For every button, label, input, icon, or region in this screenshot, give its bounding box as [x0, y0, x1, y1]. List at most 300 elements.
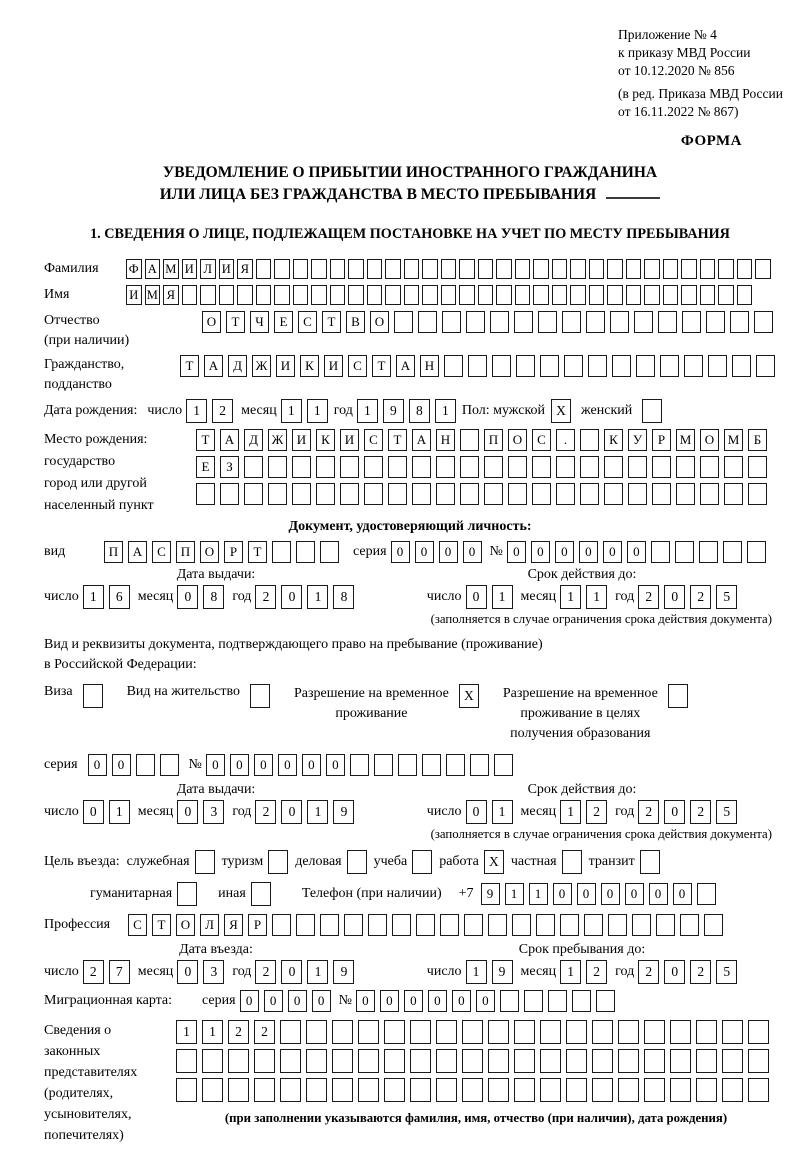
char-box[interactable]: 1: [307, 399, 328, 423]
char-box[interactable]: 8: [203, 585, 224, 609]
char-box[interactable]: Я: [163, 285, 179, 305]
char-box[interactable]: О: [200, 541, 219, 563]
char-box[interactable]: [344, 914, 363, 936]
char-box[interactable]: [274, 285, 290, 305]
char-box[interactable]: [280, 1020, 301, 1044]
char-box[interactable]: [385, 285, 401, 305]
char-box[interactable]: [316, 456, 335, 478]
char-box[interactable]: 0: [673, 883, 692, 905]
char-box[interactable]: [748, 1020, 769, 1044]
char-box[interactable]: [436, 483, 455, 505]
char-box[interactable]: [681, 259, 697, 279]
char-box[interactable]: 1: [492, 585, 513, 609]
char-box[interactable]: [364, 483, 383, 505]
char-box[interactable]: Д: [228, 355, 247, 377]
char-box[interactable]: [459, 259, 475, 279]
char-box[interactable]: Т: [180, 355, 199, 377]
char-box[interactable]: [548, 990, 567, 1012]
char-box[interactable]: К: [604, 429, 623, 451]
char-box[interactable]: [640, 850, 660, 874]
char-box[interactable]: 0: [439, 541, 458, 563]
char-box[interactable]: [330, 285, 346, 305]
char-box[interactable]: [684, 355, 703, 377]
char-box[interactable]: [441, 259, 457, 279]
char-box[interactable]: [514, 1049, 535, 1073]
char-box[interactable]: [468, 355, 487, 377]
char-box[interactable]: [311, 259, 327, 279]
char-box[interactable]: 0: [278, 754, 297, 776]
char-box[interactable]: [607, 259, 623, 279]
char-box[interactable]: [388, 456, 407, 478]
char-box[interactable]: [644, 1020, 665, 1044]
char-box[interactable]: Т: [248, 541, 267, 563]
char-box[interactable]: [514, 311, 533, 333]
char-box[interactable]: 1: [109, 800, 130, 824]
char-box[interactable]: 2: [638, 800, 659, 824]
char-box[interactable]: 1: [529, 883, 548, 905]
char-box[interactable]: [566, 1078, 587, 1102]
char-box[interactable]: 0: [230, 754, 249, 776]
char-box[interactable]: [514, 1078, 535, 1102]
char-box[interactable]: [412, 483, 431, 505]
char-box[interactable]: [219, 285, 235, 305]
char-box[interactable]: [268, 483, 287, 505]
char-box[interactable]: У: [628, 429, 647, 451]
char-box[interactable]: Ф: [126, 259, 142, 279]
char-box[interactable]: 9: [383, 399, 404, 423]
char-box[interactable]: Р: [224, 541, 243, 563]
char-box[interactable]: А: [412, 429, 431, 451]
char-box[interactable]: 2: [255, 960, 276, 984]
char-box[interactable]: 0: [288, 990, 307, 1012]
char-box[interactable]: 8: [409, 399, 430, 423]
char-box[interactable]: [442, 311, 461, 333]
char-box[interactable]: [588, 355, 607, 377]
char-box[interactable]: [747, 541, 766, 563]
char-box[interactable]: 0: [466, 800, 487, 824]
char-box[interactable]: [182, 285, 198, 305]
char-box[interactable]: [722, 1078, 743, 1102]
char-box[interactable]: [410, 1049, 431, 1073]
char-box[interactable]: [340, 456, 359, 478]
char-box[interactable]: 0: [177, 800, 198, 824]
char-box[interactable]: 2: [586, 960, 607, 984]
char-box[interactable]: П: [104, 541, 123, 563]
char-box[interactable]: 1: [435, 399, 456, 423]
char-box[interactable]: [644, 1078, 665, 1102]
char-box[interactable]: Б: [748, 429, 767, 451]
char-box[interactable]: [552, 259, 568, 279]
char-box[interactable]: [464, 914, 483, 936]
char-box[interactable]: Р: [248, 914, 267, 936]
char-box[interactable]: [478, 259, 494, 279]
char-box[interactable]: Н: [420, 355, 439, 377]
char-box[interactable]: [508, 483, 527, 505]
char-box[interactable]: [570, 285, 586, 305]
char-box[interactable]: [394, 311, 413, 333]
char-box[interactable]: [580, 456, 599, 478]
char-box[interactable]: [293, 285, 309, 305]
char-box[interactable]: [670, 1078, 691, 1102]
char-box[interactable]: 0: [254, 754, 273, 776]
char-box[interactable]: [398, 754, 417, 776]
char-box[interactable]: О: [202, 311, 221, 333]
char-box[interactable]: Т: [372, 355, 391, 377]
char-box[interactable]: Л: [200, 914, 219, 936]
char-box[interactable]: [652, 483, 671, 505]
char-box[interactable]: [564, 355, 583, 377]
char-box[interactable]: [202, 1078, 223, 1102]
char-box[interactable]: Ж: [252, 355, 271, 377]
char-box[interactable]: А: [396, 355, 415, 377]
char-box[interactable]: А: [220, 429, 239, 451]
char-box[interactable]: Е: [274, 311, 293, 333]
char-box[interactable]: Л: [200, 259, 216, 279]
char-box[interactable]: [724, 483, 743, 505]
char-box[interactable]: [358, 1078, 379, 1102]
char-box[interactable]: [237, 285, 253, 305]
char-box[interactable]: [478, 285, 494, 305]
char-box[interactable]: [515, 285, 531, 305]
char-box[interactable]: [718, 285, 734, 305]
char-box[interactable]: [604, 483, 623, 505]
char-box[interactable]: Я: [224, 914, 243, 936]
char-box[interactable]: [422, 285, 438, 305]
char-box[interactable]: [532, 456, 551, 478]
char-box[interactable]: [644, 285, 660, 305]
char-box[interactable]: 0: [664, 960, 685, 984]
char-box[interactable]: 0: [531, 541, 550, 563]
char-box[interactable]: [220, 483, 239, 505]
char-box[interactable]: 2: [690, 585, 711, 609]
char-box[interactable]: [404, 259, 420, 279]
char-box[interactable]: 2: [212, 399, 233, 423]
char-box[interactable]: С: [128, 914, 147, 936]
char-box[interactable]: 0: [281, 800, 302, 824]
char-box[interactable]: [412, 456, 431, 478]
char-box[interactable]: [670, 1020, 691, 1044]
char-box[interactable]: [552, 285, 568, 305]
char-box[interactable]: 0: [428, 990, 447, 1012]
char-box[interactable]: 1: [560, 960, 581, 984]
char-box[interactable]: 0: [391, 541, 410, 563]
char-box[interactable]: [320, 541, 339, 563]
char-box[interactable]: [536, 914, 555, 936]
char-box[interactable]: [697, 883, 716, 905]
char-box[interactable]: [706, 311, 725, 333]
char-box[interactable]: [732, 355, 751, 377]
char-box[interactable]: 0: [577, 883, 596, 905]
char-box[interactable]: [254, 1078, 275, 1102]
char-box[interactable]: 2: [255, 585, 276, 609]
char-box[interactable]: X: [551, 399, 571, 423]
char-box[interactable]: [636, 355, 655, 377]
char-box[interactable]: [436, 1049, 457, 1073]
char-box[interactable]: [392, 914, 411, 936]
char-box[interactable]: [644, 1049, 665, 1073]
char-box[interactable]: [332, 1078, 353, 1102]
char-box[interactable]: М: [724, 429, 743, 451]
char-box[interactable]: [512, 914, 531, 936]
char-box[interactable]: Д: [244, 429, 263, 451]
char-box[interactable]: [556, 483, 575, 505]
char-box[interactable]: 1: [307, 960, 328, 984]
char-box[interactable]: 0: [415, 541, 434, 563]
char-box[interactable]: 1: [492, 800, 513, 824]
char-box[interactable]: М: [676, 429, 695, 451]
char-box[interactable]: [589, 285, 605, 305]
char-box[interactable]: 0: [177, 960, 198, 984]
char-box[interactable]: [651, 541, 670, 563]
char-box[interactable]: 1: [186, 399, 207, 423]
char-box[interactable]: [348, 259, 364, 279]
char-box[interactable]: [586, 311, 605, 333]
char-box[interactable]: [628, 456, 647, 478]
char-box[interactable]: Т: [388, 429, 407, 451]
char-box[interactable]: [462, 1078, 483, 1102]
char-box[interactable]: [459, 285, 475, 305]
char-box[interactable]: [723, 541, 742, 563]
char-box[interactable]: О: [700, 429, 719, 451]
char-box[interactable]: С: [348, 355, 367, 377]
char-box[interactable]: [696, 1020, 717, 1044]
char-box[interactable]: [618, 1049, 639, 1073]
char-box[interactable]: И: [292, 429, 311, 451]
char-box[interactable]: Т: [152, 914, 171, 936]
char-box[interactable]: 2: [228, 1020, 249, 1044]
char-box[interactable]: [296, 914, 315, 936]
char-box[interactable]: [272, 914, 291, 936]
char-box[interactable]: 0: [476, 990, 495, 1012]
char-box[interactable]: 2: [638, 585, 659, 609]
char-box[interactable]: Е: [196, 456, 215, 478]
char-box[interactable]: [296, 541, 315, 563]
char-box[interactable]: 1: [307, 800, 328, 824]
char-box[interactable]: [460, 456, 479, 478]
char-box[interactable]: [268, 456, 287, 478]
char-box[interactable]: 0: [83, 800, 104, 824]
char-box[interactable]: [566, 1020, 587, 1044]
char-box[interactable]: [311, 285, 327, 305]
char-box[interactable]: [256, 285, 272, 305]
char-box[interactable]: [388, 483, 407, 505]
char-box[interactable]: О: [370, 311, 389, 333]
char-box[interactable]: И: [126, 285, 142, 305]
char-box[interactable]: К: [316, 429, 335, 451]
char-box[interactable]: [596, 990, 615, 1012]
char-box[interactable]: 0: [206, 754, 225, 776]
char-box[interactable]: Ч: [250, 311, 269, 333]
char-box[interactable]: 9: [492, 960, 513, 984]
char-box[interactable]: [228, 1078, 249, 1102]
char-box[interactable]: А: [204, 355, 223, 377]
char-box[interactable]: 3: [203, 960, 224, 984]
char-box[interactable]: [306, 1049, 327, 1073]
char-box[interactable]: [533, 285, 549, 305]
char-box[interactable]: [722, 1020, 743, 1044]
char-box[interactable]: 1: [560, 585, 581, 609]
char-box[interactable]: [634, 311, 653, 333]
char-box[interactable]: 0: [649, 883, 668, 905]
char-box[interactable]: 2: [255, 800, 276, 824]
char-box[interactable]: [514, 1020, 535, 1044]
char-box[interactable]: 1: [560, 800, 581, 824]
char-box[interactable]: [436, 1078, 457, 1102]
char-box[interactable]: [516, 355, 535, 377]
char-box[interactable]: [466, 311, 485, 333]
char-box[interactable]: [696, 1078, 717, 1102]
char-box[interactable]: [436, 1020, 457, 1044]
char-box[interactable]: [580, 483, 599, 505]
char-box[interactable]: [494, 754, 513, 776]
char-box[interactable]: 1: [202, 1020, 223, 1044]
char-box[interactable]: [306, 1078, 327, 1102]
char-box[interactable]: 0: [281, 585, 302, 609]
char-box[interactable]: 0: [466, 585, 487, 609]
char-box[interactable]: 7: [109, 960, 130, 984]
char-box[interactable]: С: [364, 429, 383, 451]
char-box[interactable]: Р: [652, 429, 671, 451]
char-box[interactable]: 9: [333, 960, 354, 984]
char-box[interactable]: 2: [690, 800, 711, 824]
char-box[interactable]: 0: [664, 800, 685, 824]
char-box[interactable]: [556, 456, 575, 478]
char-box[interactable]: [330, 259, 346, 279]
char-box[interactable]: [610, 311, 629, 333]
char-box[interactable]: [748, 456, 767, 478]
char-box[interactable]: 0: [601, 883, 620, 905]
char-box[interactable]: И: [219, 259, 235, 279]
char-box[interactable]: [462, 1049, 483, 1073]
char-box[interactable]: 1: [307, 585, 328, 609]
char-box[interactable]: [562, 850, 582, 874]
char-box[interactable]: 0: [302, 754, 321, 776]
char-box[interactable]: И: [324, 355, 343, 377]
char-box[interactable]: [292, 483, 311, 505]
char-box[interactable]: [177, 882, 197, 906]
char-box[interactable]: [682, 311, 701, 333]
char-box[interactable]: О: [176, 914, 195, 936]
char-box[interactable]: [515, 259, 531, 279]
char-box[interactable]: 0: [555, 541, 574, 563]
char-box[interactable]: [589, 259, 605, 279]
char-box[interactable]: И: [276, 355, 295, 377]
char-box[interactable]: [632, 914, 651, 936]
char-box[interactable]: [700, 483, 719, 505]
char-box[interactable]: 0: [380, 990, 399, 1012]
char-box[interactable]: 0: [603, 541, 622, 563]
char-box[interactable]: [700, 456, 719, 478]
char-box[interactable]: [566, 1049, 587, 1073]
char-box[interactable]: [320, 914, 339, 936]
char-box[interactable]: [676, 483, 695, 505]
char-box[interactable]: И: [182, 259, 198, 279]
char-box[interactable]: 1: [83, 585, 104, 609]
char-box[interactable]: [754, 311, 773, 333]
char-box[interactable]: [675, 541, 694, 563]
char-box[interactable]: [412, 850, 432, 874]
char-box[interactable]: [540, 1020, 561, 1044]
char-box[interactable]: Я: [237, 259, 253, 279]
char-box[interactable]: [385, 259, 401, 279]
char-box[interactable]: О: [508, 429, 527, 451]
char-box[interactable]: [306, 1020, 327, 1044]
char-box[interactable]: [676, 456, 695, 478]
char-box[interactable]: З: [220, 456, 239, 478]
char-box[interactable]: [696, 1049, 717, 1073]
char-box[interactable]: 6: [109, 585, 130, 609]
char-box[interactable]: 0: [240, 990, 259, 1012]
char-box[interactable]: [618, 1020, 639, 1044]
char-box[interactable]: 0: [664, 585, 685, 609]
char-box[interactable]: [404, 285, 420, 305]
char-box[interactable]: 9: [481, 883, 500, 905]
char-box[interactable]: В: [346, 311, 365, 333]
char-box[interactable]: [737, 285, 753, 305]
char-box[interactable]: [540, 355, 559, 377]
char-box[interactable]: [460, 429, 479, 451]
char-box[interactable]: [700, 259, 716, 279]
char-box[interactable]: [348, 285, 364, 305]
char-box[interactable]: 0: [264, 990, 283, 1012]
char-box[interactable]: [730, 311, 749, 333]
char-box[interactable]: [202, 1049, 223, 1073]
char-box[interactable]: [540, 1078, 561, 1102]
char-box[interactable]: Т: [226, 311, 245, 333]
char-box[interactable]: П: [176, 541, 195, 563]
char-box[interactable]: [612, 355, 631, 377]
char-box[interactable]: [488, 1049, 509, 1073]
char-box[interactable]: [436, 456, 455, 478]
char-box[interactable]: 1: [466, 960, 487, 984]
char-box[interactable]: 2: [638, 960, 659, 984]
char-box[interactable]: [256, 259, 272, 279]
char-box[interactable]: 1: [357, 399, 378, 423]
char-box[interactable]: [196, 483, 215, 505]
char-box[interactable]: [570, 259, 586, 279]
char-box[interactable]: М: [163, 259, 179, 279]
char-box[interactable]: [540, 1049, 561, 1073]
char-box[interactable]: К: [300, 355, 319, 377]
char-box[interactable]: 8: [333, 585, 354, 609]
char-box[interactable]: [488, 914, 507, 936]
char-box[interactable]: [538, 311, 557, 333]
char-box[interactable]: [656, 914, 675, 936]
char-box[interactable]: М: [145, 285, 161, 305]
char-box[interactable]: [160, 754, 179, 776]
char-box[interactable]: [244, 456, 263, 478]
char-box[interactable]: [607, 285, 623, 305]
char-box[interactable]: [274, 259, 290, 279]
char-box[interactable]: 0: [356, 990, 375, 1012]
char-box[interactable]: [580, 429, 599, 451]
char-box[interactable]: [628, 483, 647, 505]
char-box[interactable]: 1: [281, 399, 302, 423]
char-box[interactable]: Т: [322, 311, 341, 333]
char-box[interactable]: Ж: [268, 429, 287, 451]
char-box[interactable]: [533, 259, 549, 279]
char-box[interactable]: X: [484, 850, 504, 874]
char-box[interactable]: [200, 285, 216, 305]
char-box[interactable]: [422, 259, 438, 279]
char-box[interactable]: [384, 1020, 405, 1044]
char-box[interactable]: 1: [176, 1020, 197, 1044]
char-box[interactable]: 0: [579, 541, 598, 563]
char-box[interactable]: 0: [177, 585, 198, 609]
char-box[interactable]: [658, 311, 677, 333]
char-box[interactable]: [626, 259, 642, 279]
char-box[interactable]: [680, 914, 699, 936]
